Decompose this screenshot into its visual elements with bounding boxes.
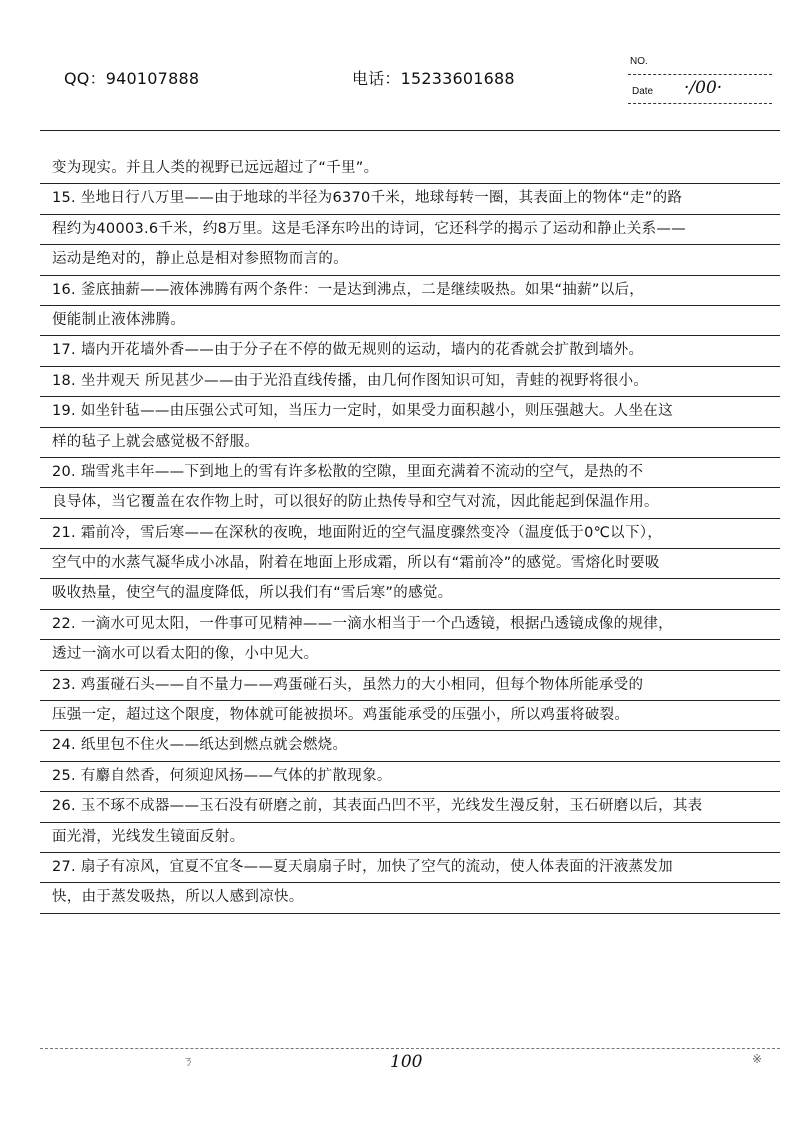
- text-line: 18. 坐井观天 所见甚少——由于光沿直线传播，由几何作图知识可知，青蛙的视野将很小。: [40, 367, 780, 397]
- text-line: 15. 坐地日行八万里——由于地球的半径为6370千米，地球每转一圈，其表面上的物体“走”的路: [40, 184, 780, 214]
- text-line: 27. 扇子有凉风，宜夏不宜冬——夏天扇扇子时，加快了空气的流动，使人体表面的汗液蒸发加: [40, 853, 780, 883]
- footer-mark-left: ㄋ: [182, 1054, 195, 1068]
- text-line: 24. 纸里包不住火——纸达到燃点就会燃烧。: [40, 731, 780, 761]
- text-line: 空气中的水蒸气凝华成小冰晶，附着在地面上形成霜，所以有“霜前冷”的感觉。雪熔化时要吸: [40, 549, 780, 579]
- text-line: 样的毡子上就会感觉极不舒服。: [40, 428, 780, 458]
- text-line: 运动是绝对的，静止总是相对参照物而言的。: [40, 245, 780, 275]
- text-line: 26. 玉不琢不成器——玉石没有研磨之前，其表面凸凹不平，光线发生漫反射，玉石研磨以后，其表: [40, 792, 780, 822]
- page-number: 100: [390, 1052, 423, 1072]
- text-line: 压强一定，超过这个限度，物体就可能被损坏。鸡蛋能承受的压强小，所以鸡蛋将破裂。: [40, 701, 780, 731]
- bottom-rule: [40, 1048, 780, 1049]
- handwritten-text-body: [40, 154, 780, 914]
- text-line: 快，由于蒸发吸热，所以人感到凉快。: [40, 883, 780, 913]
- no-underline: [628, 74, 772, 75]
- text-line: 21. 霜前冷，雪后寒——在深秋的夜晚，地面附近的空气温度骤然变冷（温度低于0℃以下），: [40, 519, 780, 549]
- text-line: 20. 瑞雪兆丰年——下到地上的雪有许多松散的空隙，里面充满着不流动的空气，是热的不: [40, 458, 780, 488]
- text-line: 25. 有麝自然香，何须迎风扬——气体的扩散现象。: [40, 762, 780, 792]
- no-label: NO.: [630, 56, 648, 67]
- text-line: 透过一滴水可以看太阳的像，小中见大。: [40, 640, 780, 670]
- text-line: 便能制止液体沸腾。: [40, 306, 780, 336]
- footer-mark-right: ※: [752, 1052, 763, 1066]
- phone-contact: 电话：15233601688: [352, 69, 515, 88]
- text-line: 17. 墙内开花墙外香——由于分子在不停的做无规则的运动，墙内的花香就会扩散到墙外。: [40, 336, 780, 366]
- text-line: 19. 如坐针毡——由压强公式可知，当压力一定时，如果受力面积越小，则压强越大。人坐在这: [40, 397, 780, 427]
- text-line: 良导体，当它覆盖在农作物上时，可以很好的防止热传导和空气对流，因此能起到保温作用。: [40, 488, 780, 518]
- text-line: 23. 鸡蛋碰石头——自不量力——鸡蛋碰石头，虽然力的大小相同，但每个物体所能承受的: [40, 671, 780, 701]
- date-label: Date: [632, 86, 654, 97]
- qq-contact: QQ：940107888: [64, 69, 200, 88]
- text-line: 吸收热量，使空气的温度降低，所以我们有“雪后寒”的感觉。: [40, 579, 780, 609]
- text-line: 变为现实。并且人类的视野已远远超过了“千里”。: [40, 154, 780, 184]
- text-line: 22. 一滴水可见太阳，一件事可见精神——一滴水相当于一个凸透镜，根据凸透镜成像的规律，: [40, 610, 780, 640]
- date-value: ·/00·: [684, 78, 723, 98]
- text-line: 程约为40003.6千米，约8万里。这是毛泽东吟出的诗词，它还科学的揭示了运动和静止关系——: [40, 215, 780, 245]
- top-rule: [40, 130, 780, 131]
- text-line: 面光滑，光线发生镜面反射。: [40, 823, 780, 853]
- text-line: 16. 釜底抽薪——液体沸腾有两个条件：一是达到沸点，二是继续吸热。如果“抽薪”以后，: [40, 276, 780, 306]
- date-underline: [628, 103, 772, 104]
